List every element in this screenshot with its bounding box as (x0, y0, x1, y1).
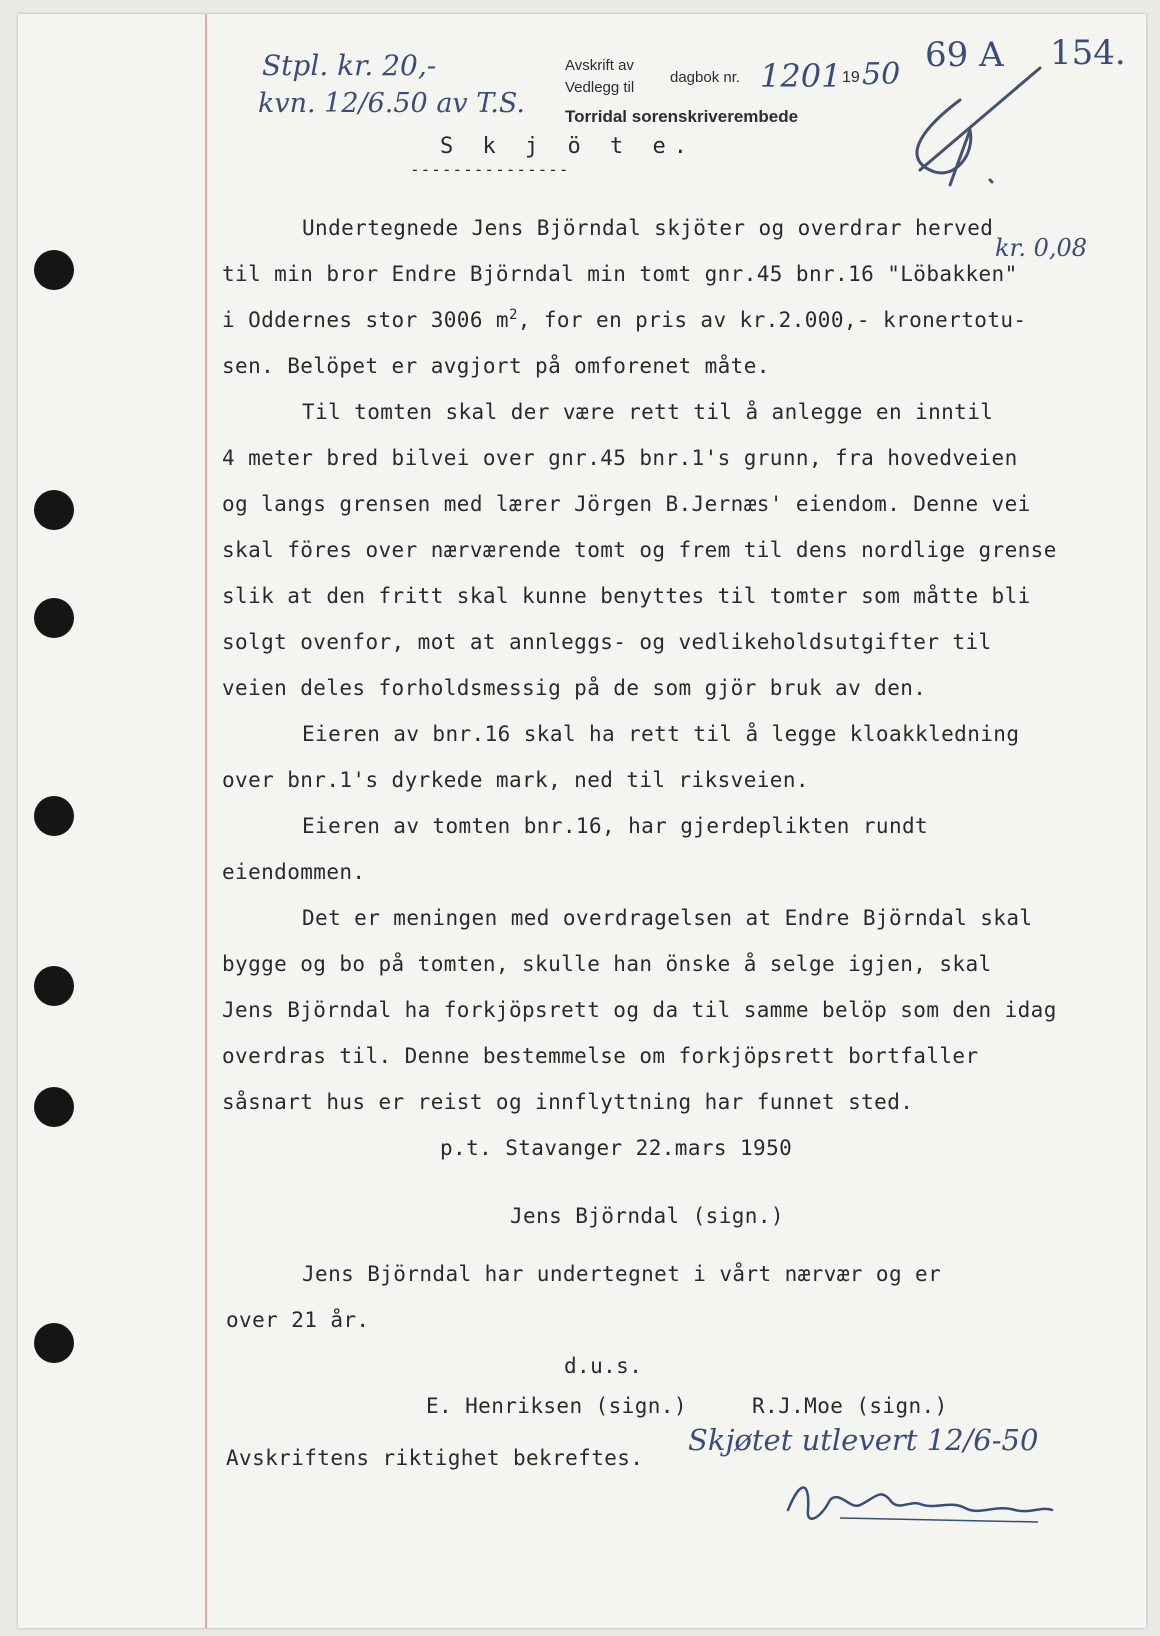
body-line: overdras til. Denne bestemmelse om forkjöpsrett bortfaller (222, 1044, 979, 1068)
body-line: over bnr.1's dyrkede mark, ned til riksveien. (222, 768, 809, 792)
punch-hole (34, 1087, 74, 1127)
handwritten-dagbok-number: 1201 (760, 57, 842, 95)
body-line: eiendommen. (222, 860, 366, 884)
body-line: og langs grensen med lærer Jörgen B.Jernæs' eiendom. Denne vei (222, 492, 1031, 516)
page-number: 154. (1050, 33, 1126, 73)
place-and-date: p.t. Stavanger 22.mars 1950 (440, 1136, 793, 1160)
dus-note: d.u.s. (564, 1354, 643, 1378)
folio-number: 69 A (925, 35, 1004, 75)
document-title: S k j ö t e. (440, 134, 695, 159)
stamp-copy-of: Avskrift av (565, 57, 634, 74)
certification-line: Avskriftens riktighet bekreftes. (226, 1446, 644, 1470)
signature: Jens Björndal (sign.) (510, 1204, 784, 1228)
stamp-dagbok-label: dagbok nr. (670, 69, 741, 86)
handwritten-delivery-note: Skjøtet utlevert 12/6-50 (688, 1423, 1039, 1457)
punch-hole (34, 966, 74, 1006)
punch-hole (34, 1323, 74, 1363)
punch-hole (34, 490, 74, 530)
body-line: slik at den fritt skal kunne benyttes til tomter som måtte bli (222, 584, 1031, 608)
margin-line (205, 14, 207, 1628)
body-line: veien deles forholdsmessig på de som gjör bruk av den. (222, 676, 927, 700)
body-line: Eieren av tomten bnr.16, har gjerdeplikten rundt (302, 814, 929, 838)
witness-statement-cont: over 21 år. (226, 1308, 370, 1332)
body-line (222, 307, 1027, 332)
body-line: solgt ovenfor, mot at annleggs- og vedlikeholdsutgifter til (222, 630, 992, 654)
stamp-attachment-to: Vedlegg til (565, 79, 635, 96)
handwritten-year-suffix: 50 (862, 57, 901, 92)
handwritten-receipt-note: kvn. 12/6.50 av T.S. (258, 88, 525, 119)
body-line: Undertegnede Jens Björndal skjöter og overdrar herved (302, 216, 994, 240)
body-line: sen. Belöpet er avgjort på omforenet måte. (222, 354, 770, 378)
witness-statement: Jens Björndal har undertegnet i vårt nærvær og er (302, 1262, 942, 1286)
body-line-part: i Oddernes stor 3006 m (222, 308, 509, 332)
handwritten-margin-note: kr. 0,08 (995, 234, 1088, 262)
body-line: Til tomten skal der være rett til å anlegge en inntil (302, 400, 994, 424)
handwritten-stamp-fee: Stpl. kr. 20,- (262, 49, 437, 82)
punch-hole (34, 796, 74, 836)
title-underline: --------------- (410, 160, 570, 179)
body-line: bygge og bo på tomten, skulle han önske å selge igjen, skal (222, 952, 992, 976)
handwritten-signature-icon (780, 1470, 1060, 1540)
body-line: 4 meter bred bilvei over gnr.45 bnr.1's grunn, fra hovedveien (222, 446, 1018, 470)
body-line: Jens Björndal ha forkjöpsrett og da til samme belöp som den idag (222, 998, 1057, 1022)
superscript: 2 (508, 307, 518, 323)
initials-scribble-icon (880, 60, 1050, 190)
body-line: såsnart hus er reist og innflyttning har funnet sted. (222, 1090, 914, 1114)
witness-signature-2: R.J.Moe (sign.) (752, 1394, 948, 1418)
body-line: Eieren av bnr.16 skal ha rett til å legge kloakkledning (302, 722, 1020, 746)
punch-hole (34, 250, 74, 290)
body-line-part: , for en pris av kr.2.000,- kronertotu- (517, 308, 1027, 332)
body-line: skal föres over nærværende tomt og frem til dens nordlige grense (222, 538, 1057, 562)
punch-hole (34, 598, 74, 638)
witness-signature-1: E. Henriksen (sign.) (426, 1394, 687, 1418)
stamp-office: Torridal sorenskriverembede (565, 107, 799, 126)
body-line: til min bror Endre Björndal min tomt gnr.45 bnr.16 "Löbakken" (222, 262, 1018, 286)
body-line: Det er meningen med overdragelsen at Endre Björndal skal (302, 906, 1033, 930)
stamp-year-prefix: 19 (842, 69, 860, 86)
